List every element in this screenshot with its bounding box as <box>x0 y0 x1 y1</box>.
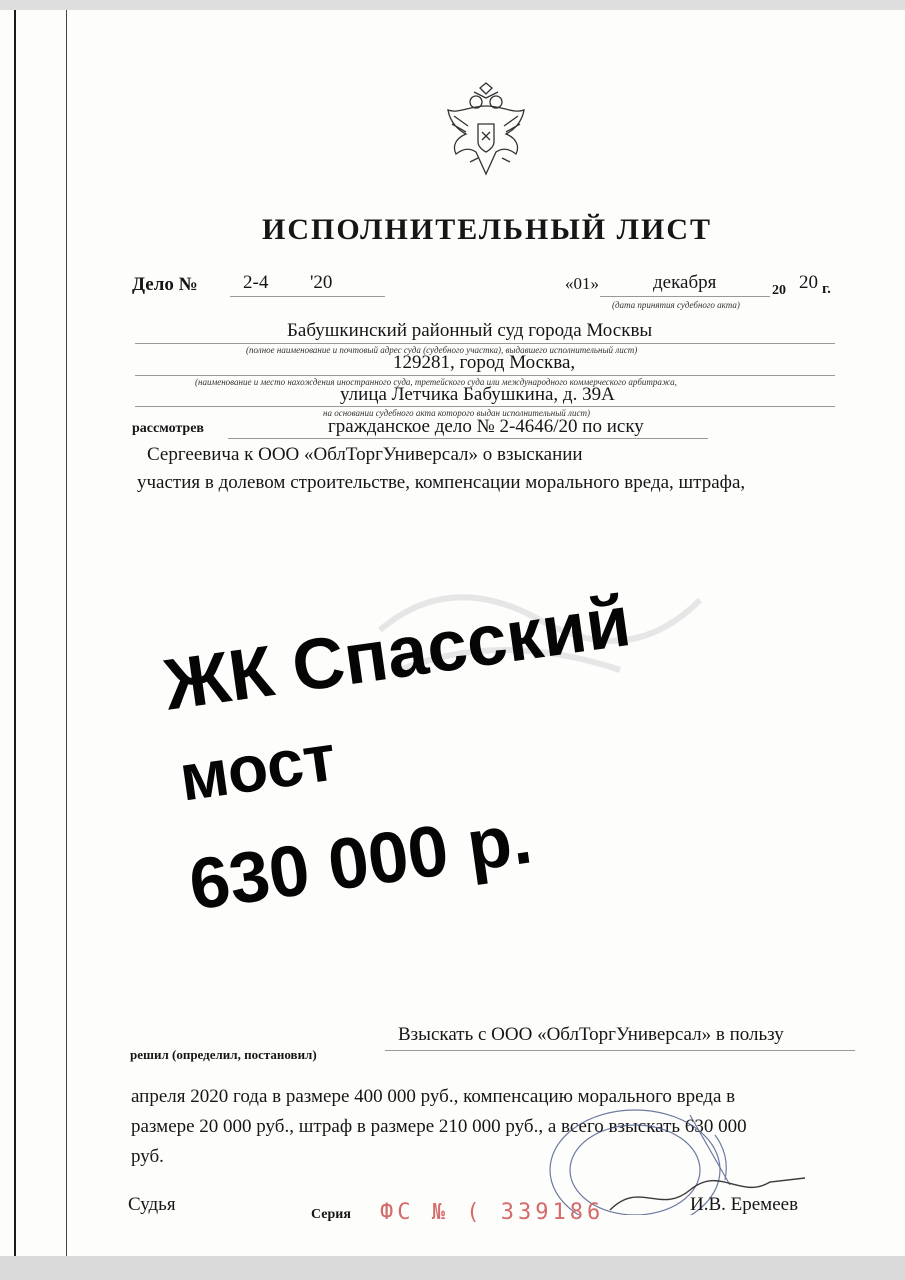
document-title: ИСПОЛНИТЕЛЬНЫЙ ЛИСТ <box>262 213 713 246</box>
judge-label: Судья <box>128 1194 176 1215</box>
basis-caption: на основании судебного акта которого выдан исполнительный лист) <box>323 408 590 418</box>
decided-label: решил (определил, постановил) <box>130 1047 317 1062</box>
case-text-underline <box>228 438 708 439</box>
overlay-subtitle: мост <box>174 719 341 815</box>
series-label: Серия <box>311 1207 351 1222</box>
judge-signature <box>600 1170 820 1220</box>
case-number: 2-4 <box>243 272 269 293</box>
decision-line-4: руб. <box>131 1146 164 1167</box>
coat-of-arms-emblem <box>440 82 532 178</box>
address-line-1: 129281, город Москва, <box>393 352 576 373</box>
case-underline <box>230 296 385 297</box>
case-year: '20 <box>310 272 333 293</box>
court-underline <box>135 343 835 344</box>
date-year-unit: г. <box>822 281 831 297</box>
case-text: гражданское дело № 2-4646/20 по иску <box>328 416 644 437</box>
date-month: декабря <box>653 272 717 293</box>
foreign-court-caption: (наименование и место нахождения иностранного суда, третейского суда или международного коммерческого арбитража, <box>195 377 677 387</box>
address-underline-1 <box>135 375 835 376</box>
bottom-scan-shadow <box>0 1256 905 1280</box>
overlay-amount: 630 000 р. <box>184 798 537 926</box>
top-scan-shadow <box>0 0 905 10</box>
court-name: Бабушкинский районный суд города Москвы <box>287 320 653 341</box>
left-margin-line <box>66 0 67 1280</box>
decision-line-2: апреля 2020 года в размере 400 000 руб., компенсацию морального вреда в <box>131 1086 736 1107</box>
court-caption: (полное наименование и почтовый адрес суда (судебного участка), выдавшего исполнительный лист) <box>246 345 638 355</box>
claim-line-1: Сергеевича к ООО «ОблТоргУниверсал» о взыскании <box>147 444 583 465</box>
overlay-title: ЖК Спасский <box>159 581 636 726</box>
date-year-prefix: 20 <box>772 283 786 298</box>
address-underline-2 <box>135 406 835 407</box>
decision-line-1: Взыскать с ООО «ОблТоргУниверсал» в пользу <box>398 1024 784 1045</box>
left-edge-line <box>14 0 16 1280</box>
date-underline <box>600 296 770 297</box>
series-value: ФС № ( 339186 <box>380 1200 605 1225</box>
case-label: Дело № <box>132 274 198 295</box>
address-line-2: улица Летчика Бабушкина, д. 39А <box>340 384 615 405</box>
decision-line-3: размере 20 000 руб., штраф в размере 210 000 руб., а всего взыскать 630 000 <box>131 1116 747 1137</box>
decision-underline <box>385 1050 855 1051</box>
date-caption: (дата принятия судебного акта) <box>612 300 740 310</box>
judge-name: И.В. Еремеев <box>690 1194 799 1215</box>
considered-label: рассмотрев <box>132 421 204 436</box>
claim-line-2: участия в долевом строительстве, компенсации морального вреда, штрафа, <box>137 472 746 493</box>
date-day: «01» <box>565 274 599 293</box>
date-year-suffix: 20 <box>799 272 818 293</box>
